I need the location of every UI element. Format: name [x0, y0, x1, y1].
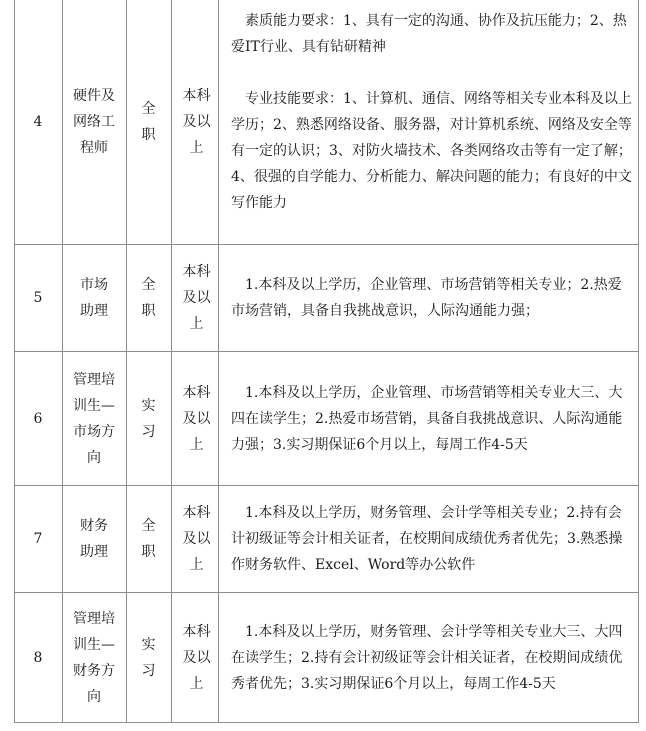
requirements-cell [219, 486, 638, 592]
education-level: 本科及以上 [182, 384, 211, 453]
requirements-text: 1.本科及以上学历，企业管理、市场营销等相关专业大三、大四在读学生；2.热爱市场营销，具备自我挑战意识、人际沟通能力强；3.实习期保证6个月以上，每周工作4-5天 [231, 384, 623, 453]
job-type: 全职 [141, 518, 156, 560]
education-level: 本科及以上 [182, 88, 211, 156]
row-number: 4 [33, 114, 43, 130]
requirements-cell [219, 352, 638, 485]
requirements-cell [219, 0, 638, 244]
row-number: 7 [33, 531, 43, 547]
requirements-text: 1.本科及以上学历，财务管理、会计学等相关专业大三、大四在读学生；2.持有会计初级证等会计相关证者，在校期间成绩优秀者优先；3.实习期保证6个月以上，每周工作4-5天 [231, 623, 623, 692]
row-number: 8 [33, 649, 43, 666]
education-level: 本科及以上 [182, 505, 211, 573]
job-type: 全职 [141, 101, 156, 143]
job-type: 实习 [141, 397, 156, 440]
job-table [14, 0, 639, 723]
row-number: 6 [33, 410, 43, 427]
table-border-right [638, 0, 639, 723]
position-name: 硬件及网络工程师 [73, 88, 115, 156]
requirements-cell [219, 593, 638, 722]
table-border-bottom [14, 722, 639, 723]
requirements-cell [219, 245, 638, 351]
requirements-text: 1.本科及以上学历，企业管理、市场营销等相关专业；2.热爱市场营销，具备自我挑战意识，人际沟通能力强； [231, 277, 622, 319]
position-name: 管理培训生—财务方向 [73, 610, 115, 705]
requirements-text: 素质能力要求：1、具有一定的沟通、协作及抗压能力；2、热爱IT行业、具有钻研精神 [231, 13, 627, 55]
requirements-text: 专业技能要求：1、计算机、通信、网络等相关专业本科及以上学历；2、熟悉网络设备、服务器，对计算机系统、网络及安全等有一定的认识；3、对防火墙技术、各类网络攻击等有一定了解；4、很强的自学能力、分析能力、解决问题的能力；有良好的中文写作能力 [231, 91, 632, 211]
job-type: 全职 [141, 277, 156, 319]
position-name: 财务助理 [80, 518, 108, 560]
position-name: 管理培训生—市场方向 [73, 371, 115, 466]
job-type: 实习 [141, 636, 156, 679]
education-level: 本科及以上 [182, 264, 211, 332]
requirements-text: 1.本科及以上学历，财务管理、会计学等相关专业；2.持有会计初级证等会计相关证者，在校期间成绩优秀者优先；3.熟悉操作财务软件、Excel、Word等办公软件 [231, 505, 623, 573]
row-number: 5 [33, 290, 43, 306]
position-name: 市场助理 [80, 277, 108, 319]
education-level: 本科及以上 [182, 623, 211, 692]
